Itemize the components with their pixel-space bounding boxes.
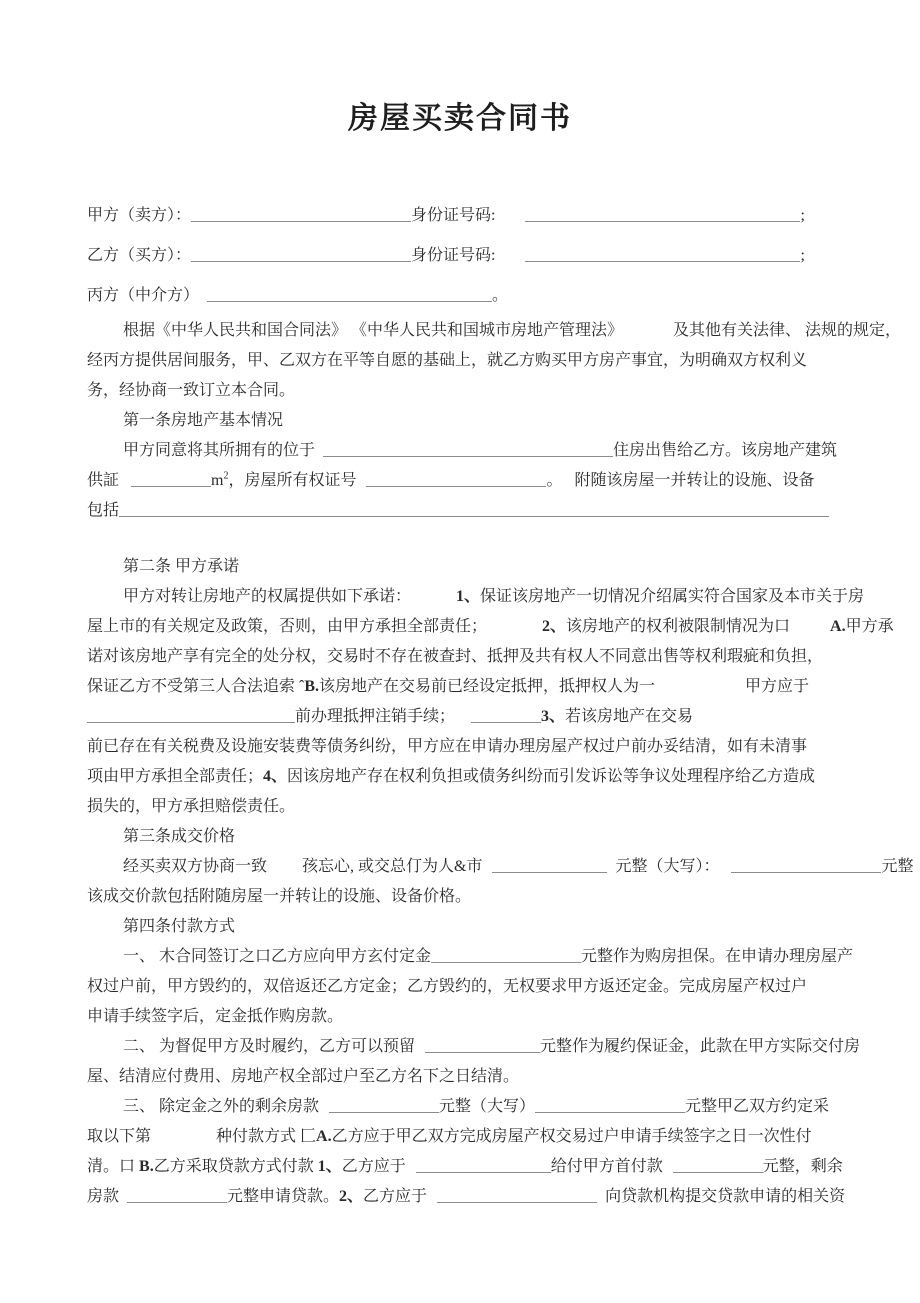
blank-underline (731, 857, 881, 873)
text-run: 第一条房地产基本情况 (123, 412, 284, 429)
doc-line (87, 912, 870, 942)
spacer (655, 690, 745, 691)
text-run: 第二条 甲方承诺 (123, 558, 240, 575)
blank-underline (329, 1097, 439, 1113)
spacer (415, 1050, 425, 1051)
doc-line (87, 196, 870, 236)
spacer (319, 1110, 329, 1111)
text-run: 乙方应于甲乙双方完成房屋产权交易过户申请手续签字之日一次性付 (331, 1128, 812, 1145)
doc-line (87, 882, 870, 912)
spacer (495, 259, 525, 260)
text-run: 申请手续签字后，定金抵作购房款。 (87, 1008, 344, 1025)
text-run: 元整申请贷款。 (227, 1188, 340, 1205)
doc-line (87, 582, 870, 612)
text-run: 一、 木合同签订之口乙方应向甲方玄付定金 (123, 948, 432, 965)
spacer (267, 870, 302, 871)
blank-underline (87, 707, 295, 723)
text-run: 丙方（中介方） (87, 287, 200, 304)
doc-line (87, 1002, 870, 1032)
text-run: 屋上市的有关规定及政策，否则，由甲方承担全部责任； (87, 618, 488, 635)
spacer (119, 1200, 127, 1201)
text-run: 房款 (87, 1188, 120, 1205)
text-run: 保证乙方不受第三人合法追索 ˆ (87, 678, 305, 695)
document-lines (0, 196, 920, 1212)
doc-line (87, 792, 870, 822)
doc-line (87, 642, 870, 672)
text-run: 元整作为履约保证金，此款在甲方实际交付房 (540, 1038, 861, 1055)
spacer (406, 1170, 416, 1171)
text-run: 元整作为购房担保。在申请办理房屋产 (581, 948, 854, 965)
text-run-bold: 2、 (339, 1188, 364, 1205)
doc-line (87, 1032, 870, 1062)
spacer (495, 219, 525, 220)
text-run: 损失的，甲方承担赔偿责任。 (87, 798, 296, 815)
spacer (427, 1200, 437, 1201)
text-run: 若该房地产在交易 (565, 708, 694, 725)
text-run: 保证该房地产一切情况介绍属实符合国家及本市关于房 (480, 588, 865, 605)
text-run: 甲方同意将其所拥有的位于 (123, 442, 316, 459)
spacer (623, 334, 673, 335)
text-run: 甲方对转让房地产的权属提供如下承诺： (123, 588, 412, 605)
spacer (199, 299, 207, 300)
blank-underline (119, 501, 829, 517)
text-run: 住房出售给乙方。该房地产建筑 (613, 442, 838, 459)
blank-underline (673, 1157, 763, 1173)
spacer (719, 870, 731, 871)
blank-underline (471, 707, 541, 723)
text-run: 及其他有关法律、 法规的规定， (673, 322, 902, 339)
spacer (356, 484, 366, 485)
doc-line (87, 852, 914, 882)
text-run: 给付甲方首付款 (550, 1158, 663, 1175)
doc-line (87, 1122, 870, 1152)
text-run-bold: B. (304, 678, 320, 695)
blank-underline (207, 286, 492, 302)
doc-line (87, 276, 870, 316)
text-run: 屋、结清应付费用、房地产权全部过户至乙方名下之日结清。 (87, 1068, 520, 1085)
doc-line (87, 1182, 870, 1212)
blank-underline (525, 246, 800, 262)
text-run: 包括 (87, 502, 120, 519)
spacer (487, 630, 542, 631)
text-run: 。 (546, 472, 563, 489)
blank-underline (431, 947, 581, 963)
text-run: 种付款方式 匚 (216, 1128, 317, 1145)
doc-title: 房屋买卖合同书 (348, 102, 572, 135)
blank-underline (191, 246, 411, 262)
text-run: 附随该房屋一并转让的设施、设备 (574, 472, 815, 489)
text-run: ; (800, 247, 805, 264)
spacer (597, 1200, 605, 1201)
text-run: 经丙方提供居间服务，甲、乙双方在平等自愿的基础上，就乙方购买甲方房产事宜，为明确双方权利义 (87, 352, 808, 369)
doc-line (87, 972, 870, 1002)
text-run: 取以下第 (87, 1128, 152, 1145)
doc-line (87, 552, 870, 582)
doc-line (87, 1092, 870, 1122)
text-run-bold: 2、 (542, 618, 567, 635)
text-run: 前已存在有关税费及设施安装费等债务纠纷，甲方应在申请办理房屋产权过户前办妥结清，如有未清事 (87, 738, 808, 755)
spacer (411, 600, 456, 601)
text-run-bold: 4、 (263, 768, 288, 785)
doc-line (87, 942, 870, 972)
superscript: 2 (223, 470, 229, 482)
spacer (482, 870, 492, 871)
doc-line (87, 346, 870, 376)
spacer (151, 1140, 216, 1141)
text-run: 甲方（卖方）： (87, 207, 192, 224)
doc-line (87, 316, 902, 346)
doc-line (87, 466, 870, 496)
doc-line (87, 436, 870, 466)
spacer (563, 484, 575, 485)
text-run: 清。口 (87, 1158, 140, 1175)
spacer (790, 630, 830, 631)
text-run: 向贷款机构提交贷款申请的相关资 (605, 1188, 846, 1205)
text-run: 该房地产的权利被限制情况为口 (566, 618, 791, 635)
doc-line (87, 672, 870, 702)
doc-line (87, 236, 870, 276)
text-run: 权过户前，甲方毁约的，双倍返还乙方定金；乙方毁约的，无权要求甲方返还定金。完成房屋产权过户 (87, 978, 808, 995)
text-run: 该成交价款包括附随房屋一并转让的设施、设备价格。 (87, 888, 472, 905)
text-run: 元整甲乙双方约定采 (685, 1098, 830, 1115)
blank-underline (191, 206, 411, 222)
text-run-bold: A. (316, 1128, 332, 1145)
text-run-bold: A. (830, 618, 846, 635)
blank-underline (127, 1187, 227, 1203)
blank-underline (525, 206, 800, 222)
text-run: ; (800, 207, 805, 224)
text-run: 乙方应于 (363, 1188, 428, 1205)
text-run-bold: 3、 (541, 708, 566, 725)
text-run: 甲方应于 (745, 678, 810, 695)
text-run: 乙方采取贷款方式付款 (153, 1158, 318, 1175)
text-run: 第三条成交价格 (123, 828, 236, 845)
text-run: 项由甲方承担全部责任； (87, 768, 264, 785)
text-run: 二、 为督促甲方及时履约，乙方可以预留 (123, 1038, 416, 1055)
blank-underline (492, 857, 607, 873)
doc-line (87, 762, 870, 792)
text-run: 乙方（买方）： (87, 247, 192, 264)
spacer (315, 454, 323, 455)
text-run: 务，经协商一致订立本合同。 (87, 382, 296, 399)
text-run-bold: 1、 (456, 588, 481, 605)
doc-line (87, 822, 870, 852)
doc-line (87, 612, 894, 642)
text-run: 第四条付款方式 (123, 918, 236, 935)
text-run: 经买卖双方协商一致 (123, 858, 268, 875)
text-run: 元整（大写）： (615, 858, 720, 875)
blank-underline (323, 441, 613, 457)
text-run: ，房屋所有权证号 (228, 472, 357, 489)
text-run: 诺对该房地产享有完全的处分权，交易时不存在被查封、抵押及共有权人不同意出售等权利瑕疵和负担， (87, 648, 824, 665)
text-run: 乙方应于 (341, 1158, 406, 1175)
doc-line (87, 406, 870, 436)
blank-underline (535, 1097, 685, 1113)
text-run: 元整，剩余 (762, 1158, 843, 1175)
doc-line (87, 1152, 870, 1182)
text-run: 供証 (87, 472, 120, 489)
text-run: 孩忘心, 或交总仃为人&市 (302, 858, 483, 875)
doc-line (87, 376, 870, 406)
text-run-bold: 1、 (317, 1158, 342, 1175)
spacer (119, 484, 131, 485)
blank-underline (437, 1187, 597, 1203)
text-run: 因该房地产存在权利负担或债务纠纷而引发诉讼等争议处理程序给乙方造成 (287, 768, 816, 785)
text-run: 身份证号码: (411, 207, 496, 224)
blank-underline (425, 1037, 540, 1053)
doc-line (87, 1062, 870, 1092)
text-run-bold: B. (139, 1158, 154, 1175)
doc-line (87, 702, 870, 732)
text-run: 三、 除定金之外的剩余房款 (123, 1098, 320, 1115)
text-run: m (211, 472, 224, 489)
text-run: 。 (492, 287, 509, 304)
text-run: 前办理抵押注销手续； (295, 708, 456, 725)
text-run: 该房地产在交易前已经设定抵押，抵押权人为一 (319, 678, 656, 695)
text-run: 甲方承 (845, 618, 894, 635)
text-run: 元整 (881, 858, 914, 875)
blank-underline (416, 1157, 551, 1173)
doc-line (87, 496, 870, 526)
text-run: 身份证号码: (411, 247, 496, 264)
spacer (663, 1170, 673, 1171)
text-run: 元整（大写） (439, 1098, 536, 1115)
blank-underline (131, 471, 211, 487)
doc-line (87, 732, 870, 762)
text-run: 根据《中华人民共和国合同法》 《中华人民共和国城市房地产管理法》 (123, 322, 624, 339)
blank-underline (366, 471, 546, 487)
spacer (455, 720, 471, 721)
